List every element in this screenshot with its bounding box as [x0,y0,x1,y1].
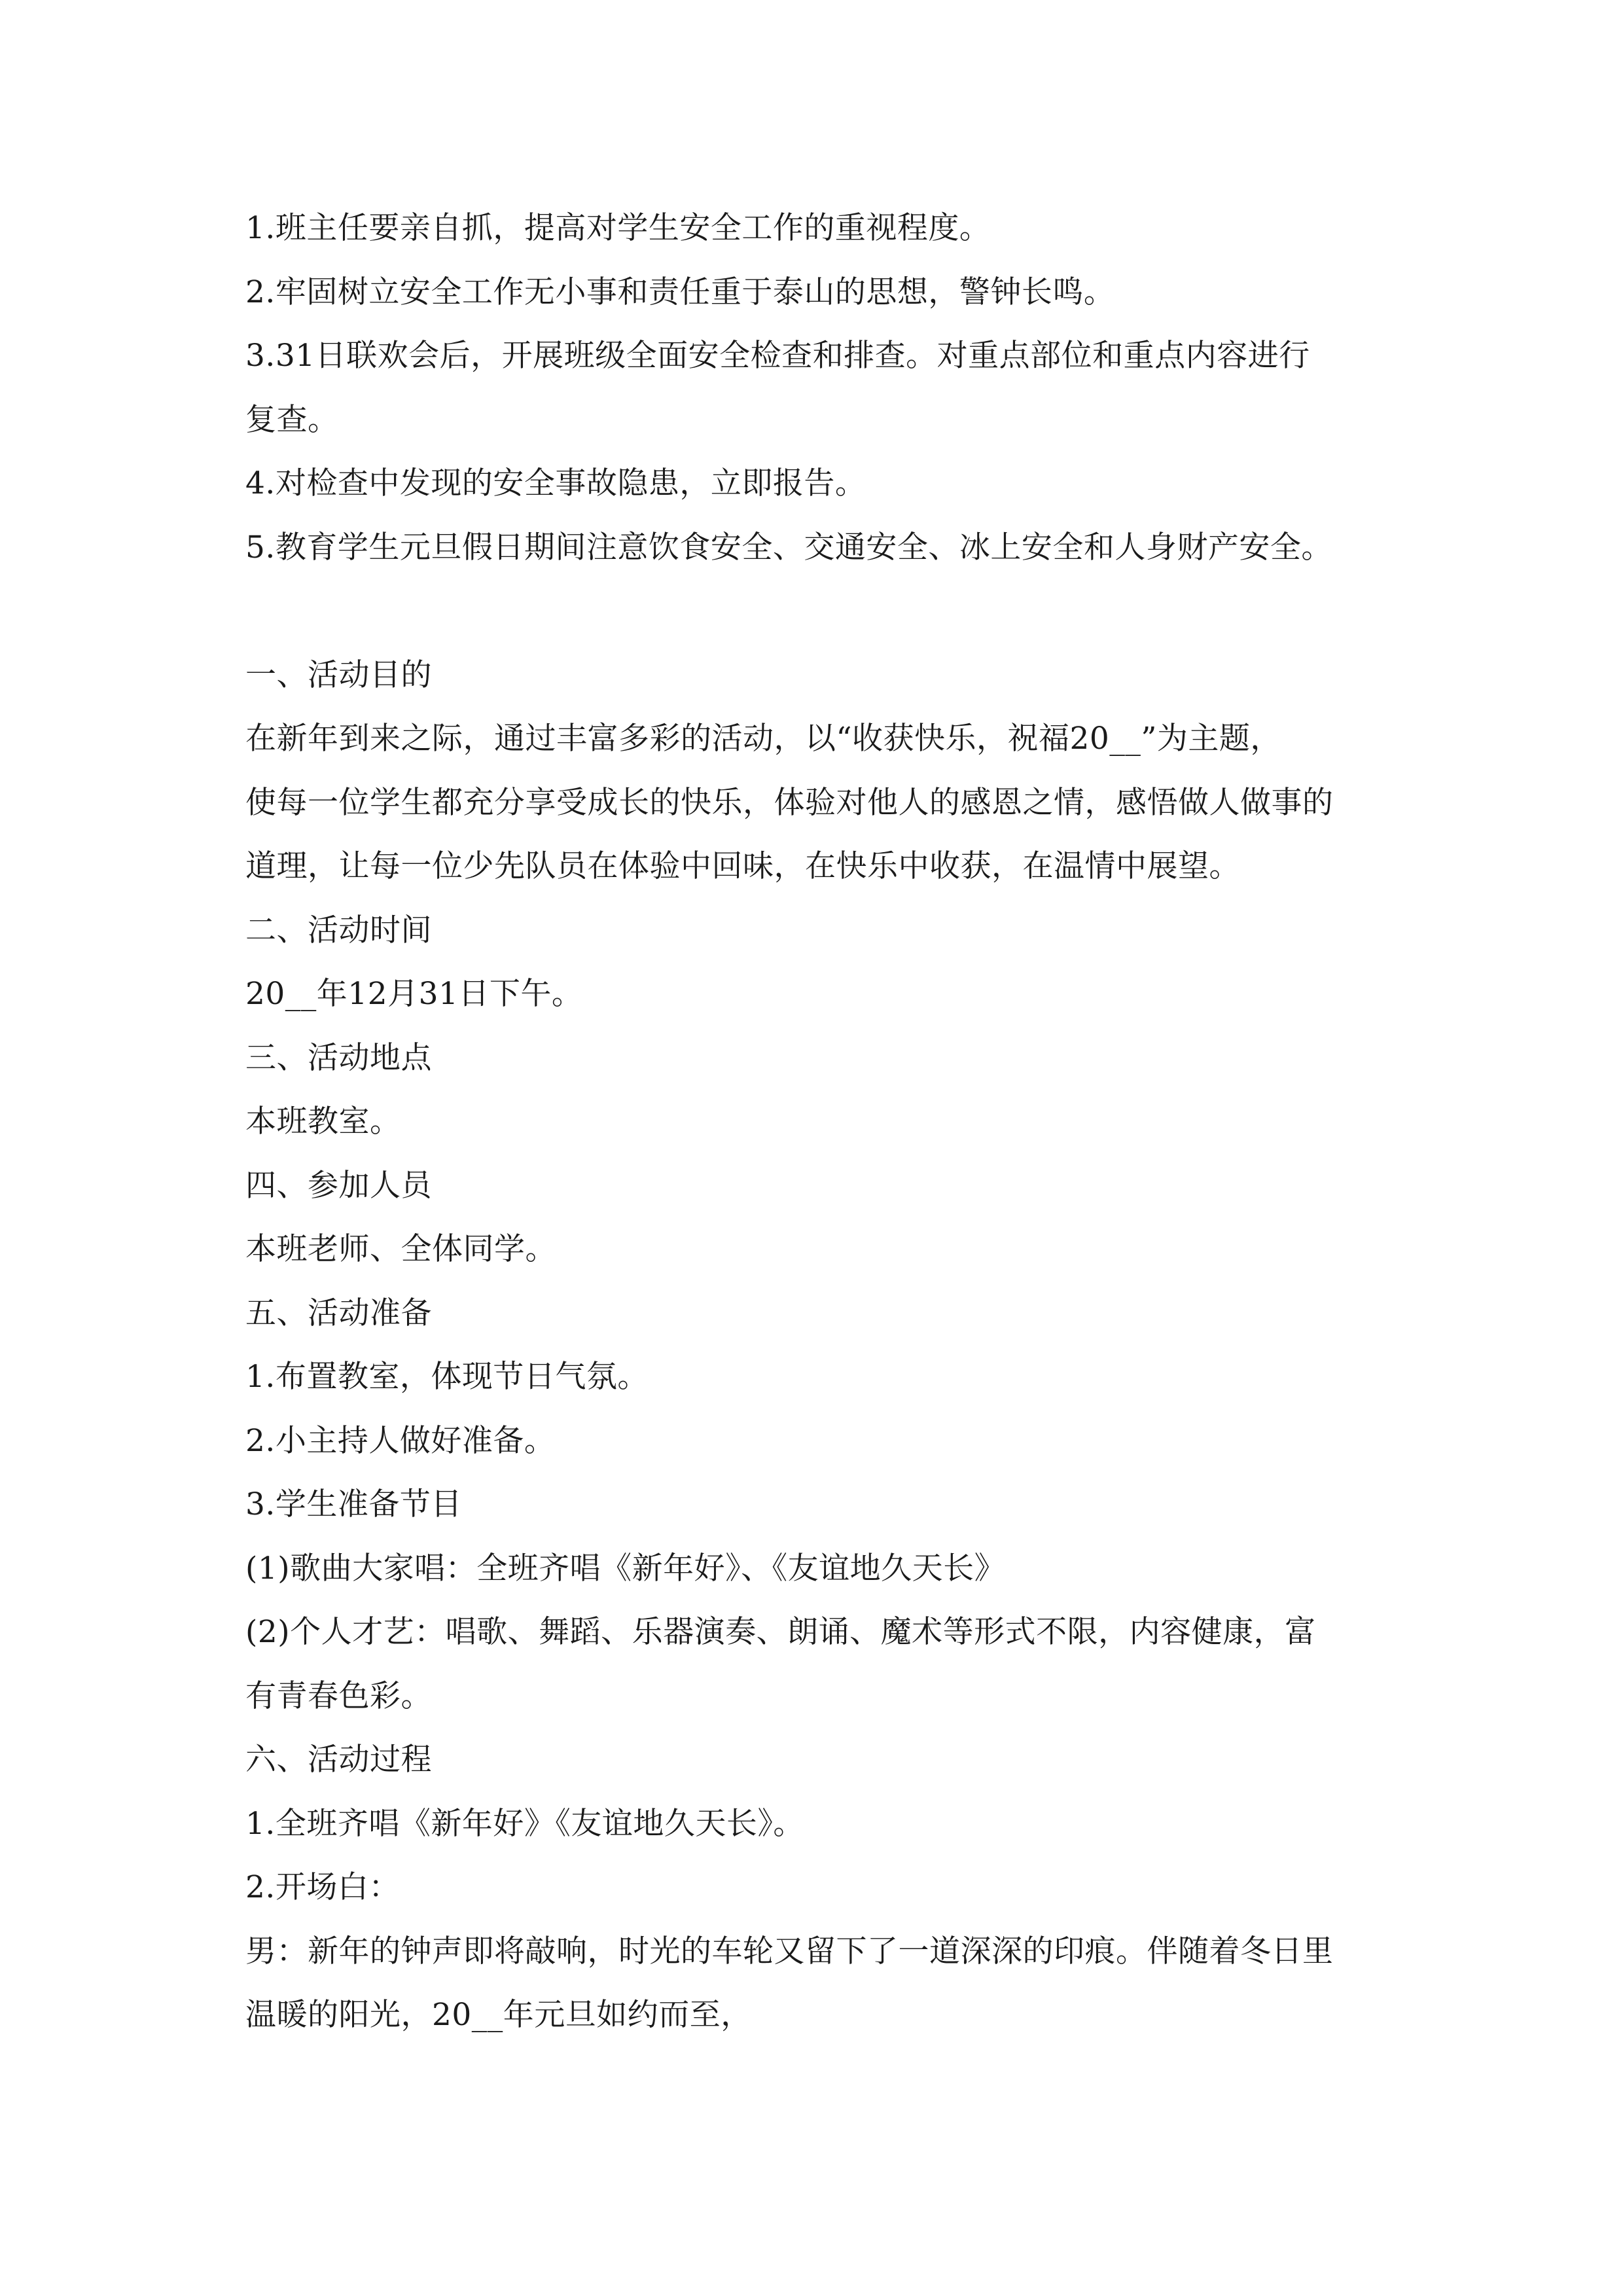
preparation-item-1: 1.布置教室，体现节日气氛。 [245,1359,649,1395]
location-text: 本班教室。 [245,1103,401,1139]
safety-item-1: 1.班主任要亲自抓，提高对学生安全工作的重视程度。 [245,210,991,246]
heading-purpose: 一、活动目的 [245,656,432,693]
safety-item-3: 3.31日联欢会后，开展班级全面安全检查和排查。对重点部位和重点内容进行 [245,338,1310,374]
preparation-item-2: 2.小主持人做好准备。 [245,1422,556,1459]
purpose-text-1: 在新年到来之际，通过丰富多彩的活动，以“收获快乐，祝福20__”为主题， [245,721,1281,757]
participants-text: 本班老师、全体同学。 [245,1231,556,1267]
heading-preparation: 五、活动准备 [245,1295,432,1331]
heading-time: 二、活动时间 [245,912,432,948]
purpose-text-3: 道理，让每一位少先队员在体验中回味，在快乐中收获，在温情中展望。 [245,848,1240,884]
process-item-2: 2.开场白： [245,1869,400,1905]
safety-item-3-cont: 复查。 [245,401,339,438]
program-item-2-cont: 有青春色彩。 [245,1677,432,1714]
heading-process: 六、活动过程 [245,1742,432,1778]
document-body [245,196,1397,2047]
program-item-1: (1)歌曲大家唱：全班齐唱《新年好》、《友谊地久天长》 [245,1550,1006,1587]
purpose-text-2: 使每一位学生都充分享受成长的快乐，体验对他人的感恩之情，感悟做人做事的 [245,784,1334,821]
section-gap [245,579,1397,643]
heading-participants: 四、参加人员 [245,1167,432,1204]
opening-speech-1: 男：新年的钟声即将敲响，时光的车轮又留下了一道深深的印痕。伴随着冬日里 [245,1933,1334,1969]
preparation-item-3: 3.学生准备节目 [245,1486,462,1522]
safety-item-4: 4.对检查中发现的安全事故隐患，立即报告。 [245,465,866,501]
heading-location: 三、活动地点 [245,1039,432,1076]
process-item-1: 1.全班齐唱《新年好》《友谊地久天长》。 [245,1805,804,1842]
safety-item-5: 5.教育学生元旦假日期间注意饮食安全、交通安全、冰上安全和人身财产安全。 [245,529,1332,565]
safety-item-2: 2.牢固树立安全工作无小事和责任重于泰山的思想，警钟长鸣。 [245,274,1115,310]
program-item-2: (2)个人才艺：唱歌、舞蹈、乐器演奏、朗诵、魔术等形式不限，内容健康，富 [245,1614,1316,1650]
time-text: 20__年12月31日下午。 [245,976,583,1012]
opening-speech-2: 温暖的阳光，20__年元旦如约而至， [245,1997,752,2033]
